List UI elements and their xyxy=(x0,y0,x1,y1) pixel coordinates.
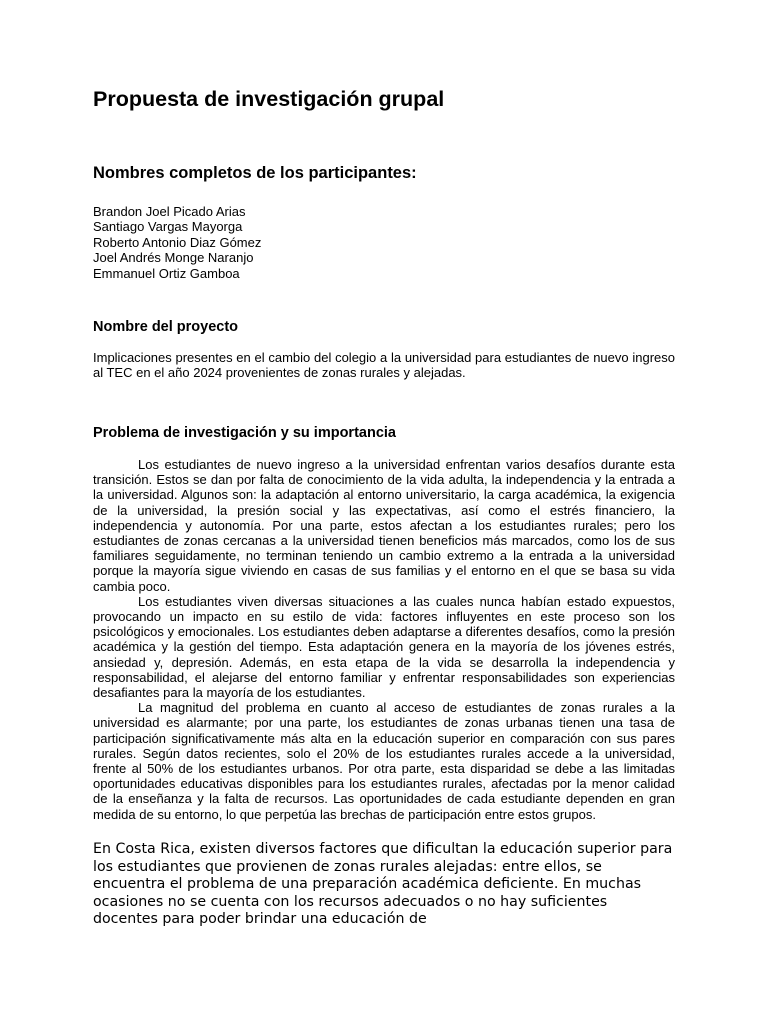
participant-name: Joel Andrés Monge Naranjo xyxy=(93,250,254,266)
participants-heading: Nombres completos de los participantes: xyxy=(93,164,417,182)
project-heading: Nombre del proyecto xyxy=(93,319,239,335)
participant-name: Santiago Vargas Mayorga xyxy=(93,219,243,235)
project-name-text: Implicaciones presentes en el cambio del colegio a la universidad para estudiantes de nuevo ingreso al TEC en el año 2024 provenientes de zonas rurales y alejadas. xyxy=(93,350,675,381)
participant-name: Emmanuel Ortiz Gamboa xyxy=(93,265,240,281)
participant-name: Brandon Joel Picado Arias xyxy=(93,204,246,219)
final-paragraph: En Costa Rica, existen diversos factores que dificultan la educación superior para los estudiantes que provienen de zonas rurales alejadas: entre ellos, se encuentra el problema de una preparación académica deficiente. En muchas ocasiones no se cuenta con los recursos adecuados o no hay suficientes docentes para poder brindar una educación de xyxy=(93,841,673,928)
participant-name: Roberto Antonio Diaz Gómez xyxy=(93,234,262,250)
problem-heading: Problema de investigación y su importancia xyxy=(93,425,396,441)
problem-body xyxy=(93,457,675,822)
body-paragraph: Los estudiantes viven diversas situaciones a las cuales nunca habían estado expuestos, provocando un impacto en su estilo de vida: factores influyentes en este proceso son los psicológicos y emocionales. Los estudiantes deben adaptarse a diferentes desafíos, como la presión académica y la gestión del tiempo. Esta adaptación genera en la mayoría de los jóvenes estrés, ansiedad y, depresión. Además, en esta etapa de la vida se desarrolla la independencia y responsabilidad, el alejarse del entorno familiar y enfrentar responsabilidades son experiencias desafiantes para la mayoría de los estudiantes. xyxy=(93,593,675,701)
participants-list xyxy=(93,204,261,281)
document-title: Propuesta de investigación grupal xyxy=(93,87,445,111)
body-paragraph: Los estudiantes de nuevo ingreso a la universidad enfrentan varios desafíos durante esta transición. Estos se dan por falta de conocimiento de la vida adulta, la independencia y la entrada a la universidad. Algunos son: la adaptación al entorno universitario, la carga académica, la exigencia de la universidad, la presión social y las expectativas, así como el estrés financiero, la independencia y autonomía. Por una parte, estos afectan a los estudiantes rurales; pero los estudiantes de zonas cercanas a la universidad tienen beneficios más marcados, como los de sus familiares seguidamente, no terminan teniendo un cambio extremo a la entrada a la universidad porque la mayoría sigue viviendo en casas de sus familias y el entorno en el que se basa su vida cambia poco. xyxy=(93,457,675,594)
body-paragraph: La magnitud del problema en cuanto al acceso de estudiantes de zonas rurales a la universidad es alarmante; por una parte, los estudiantes de zonas urbanas tienen una tasa de participación significativamente más alta en la educación superior en comparación con sus pares rurales. Según datos recientes, solo el 20% de los estudiantes rurales accede a la universidad, frente al 50% de los estudiantes urbanos. Por otra parte, esta disparidad se debe a las limitadas oportunidades educativas disponibles para los estudiantes rurales, afectadas por la menor calidad de la enseñanza y la falta de recursos. Las oportunidades de cada estudiante dependen en gran medida de su entorno, lo que perpetúa las brechas de participación entre estos grupos. xyxy=(93,700,675,822)
